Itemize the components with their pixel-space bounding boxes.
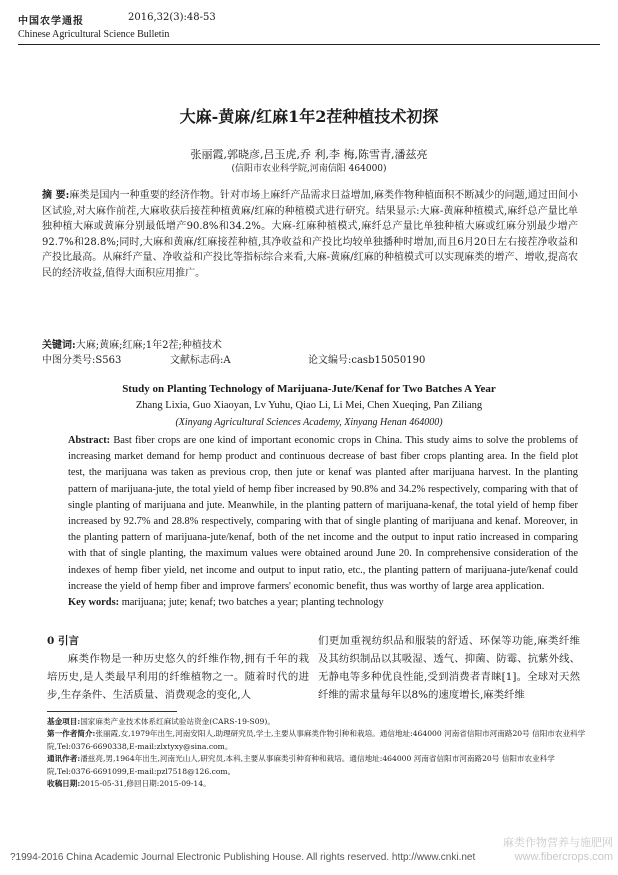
- keywords-cn: [42, 336, 578, 351]
- footnotes: [47, 716, 587, 790]
- footnote-dates: 收稿日期:2015-05-31,修回日期:2015-09-14。: [47, 779, 211, 789]
- section-heading-introduction: 0 引言: [47, 635, 79, 647]
- journal-name-cn: 中国农学通报: [18, 16, 84, 27]
- copyright-footer: ?1994-2016 China Academic Journal Electronic Publishing House. All rights reserved. http://www.cnki.net: [10, 852, 476, 863]
- footnote-corresponding-author: 通讯作者:潘兹亮,男,1964年出生,河南光山人,研究员,本科,主要从事麻类引种育种和栽培。通信地址:464000 河南省信阳市河南路20号 信阳市农业科学院,Tel:0376-6691099,E-mail:pzl7518@126.com。: [47, 754, 555, 776]
- classification-row: [42, 351, 578, 365]
- footnote-rule: [47, 711, 177, 712]
- abstract-cn-label: 摘 要:: [42, 190, 70, 201]
- journal-name-en: Chinese Agricultural Science Bulletin: [18, 29, 170, 40]
- authors-cn: 张丽霞,郭晓彦,吕玉虎,乔 利,李 梅,陈雪青,潘兹亮: [190, 148, 428, 161]
- watermark: [488, 836, 613, 864]
- watermark-line-1: 麻类作物营养与施肥网: [503, 837, 613, 849]
- footnote-funding: 基金项目:国家麻类产业技术体系红麻试验站资金(CARS-19-S09)。: [47, 717, 275, 726]
- abstract-en: [68, 433, 578, 595]
- abstract-en-label: Abstract:: [68, 435, 111, 446]
- authors-en: Zhang Lixia, Guo Xiaoyan, Lv Yuhu, Qiao Li, Li Mei, Chen Xueqing, Pan Ziliang: [135, 400, 483, 411]
- footnote-first-author: 第一作者简介:张丽霞,女,1979年出生,河南安阳人,助理研究员,学士,主要从事麻类作物引种和栽培。通信地址:464000 河南省信阳市河南路20号 信阳市农业科学院,Tel:0376-6690338,E-mail:zlxtyxy@sina.com。: [47, 729, 586, 751]
- watermark-line-2: www.fibercrops.com: [514, 851, 613, 863]
- affiliation-cn: (信阳市农业科学院,河南信阳 464000): [231, 164, 387, 174]
- abstract-cn-text: 麻类是国内一种重要的经济作物。针对市场上麻纤产品需求日益增加,麻类作物种植面积不断减少的问题,通过田间小区试验,对大麻作前茬,大麻收获后接茬种植黄麻/红麻的种植模式进行研究。结果显示:大麻-黄麻种植模式,麻纤总产量比单独种植大麻或黄麻分别最低增产90.8%和34.2%。大麻-红麻种植模式,麻纤总产量比单独种植大麻或红麻分别最少增产92.7%和28.8%;同时,大麻和黄麻/红麻接茬种植,其净收益和产投比均较单独播种时增加,而且6月20日左右接茬净收益和产投比最高。从麻纤产量、净收益和产投比等指标综合来看,大麻-黄麻/红麻的种植模式可以实现麻类的增产、增收,提高农民的经济收益,值得大面积应用推广。: [42, 190, 578, 279]
- keywords-en-text: marijuana; jute; kenaf; two batches a year; planting technology: [121, 597, 384, 608]
- keywords-en-label: Key words:: [68, 597, 120, 608]
- header-rule: [18, 44, 600, 45]
- keywords-cn-text: 大麻;黄麻;红麻;1年2茬;种植技术: [75, 340, 222, 351]
- body-column-right: 们更加重视纺织品和服装的舒适、环保等功能,麻类纤维及其纺织制品以其吸湿、透气、抑菌、防霉、抗紫外线、无静电等多种优良性能,受到消费者青睐[1]。全球对天然纤维的需求量每年以8%的速度增长,麻类纤维: [318, 635, 580, 701]
- paper-title-en: Study on Planting Technology of Marijuana-Jute/Kenaf for Two Batches A Year: [122, 383, 496, 395]
- affiliation-en: (Xinyang Agricultural Sciences Academy, Xinyang Henan 464000): [175, 417, 443, 428]
- document-code: 文献标志码:A: [170, 355, 231, 366]
- volume-pages: 2016,32(3):48-53: [128, 12, 216, 23]
- abstract-en-text: Bast fiber crops are one kind of important economic crops in China. This study aims to solve the problems of increasing market demand for hemp product and continuous decrease of bast fiber crops planting area. In the field plot test, the marijuana was taken as previous crop, then jute or kenaf was planted after marijuana harvest. In the planting pattern of marijuana-jute, the total yield of hemp fiber increased by 90.8% and 34.2% respectively, comparing with that of single planting of marijuana and jute. Meanwhile, in the planting pattern of marijuana-kenaf, the total yield of hemp fiber increased by 92.7% and 28.8% respectively, comparing with that of single planting of marijuana and kenaf. Moreover, in the planting pattern of marijuana-jute/kenaf, both of the net income and the output to input ratio increased in comparing with that of single planting, the maximum values were obtained around June 20. In comprehensive consideration of the indexes of hemp fiber yield, net income and output to input ratio, etc., the planting pattern of marijuana-jute/kenaf could increase the yield of hemp fiber and improve farmers' economic benefit, thus was worthy of large area application.: [68, 435, 578, 592]
- paper-title-cn: 大麻-黄麻/红麻1年2茬种植技术初探: [179, 107, 439, 126]
- abstract-cn: [42, 188, 578, 282]
- clc-number: 中图分类号:S563: [42, 355, 122, 366]
- paper-id: 论文编号:casb15050190: [308, 355, 426, 366]
- keywords-en: [68, 597, 578, 608]
- keywords-cn-label: 关键词:: [42, 340, 76, 351]
- body-column-left: 麻类作物是一种历史悠久的纤维作物,拥有千年的栽培历史,是人类最早利用的纤维植物之一。随着时代的进步,生存条件、生活质量、消费观念的变化,人: [47, 653, 309, 701]
